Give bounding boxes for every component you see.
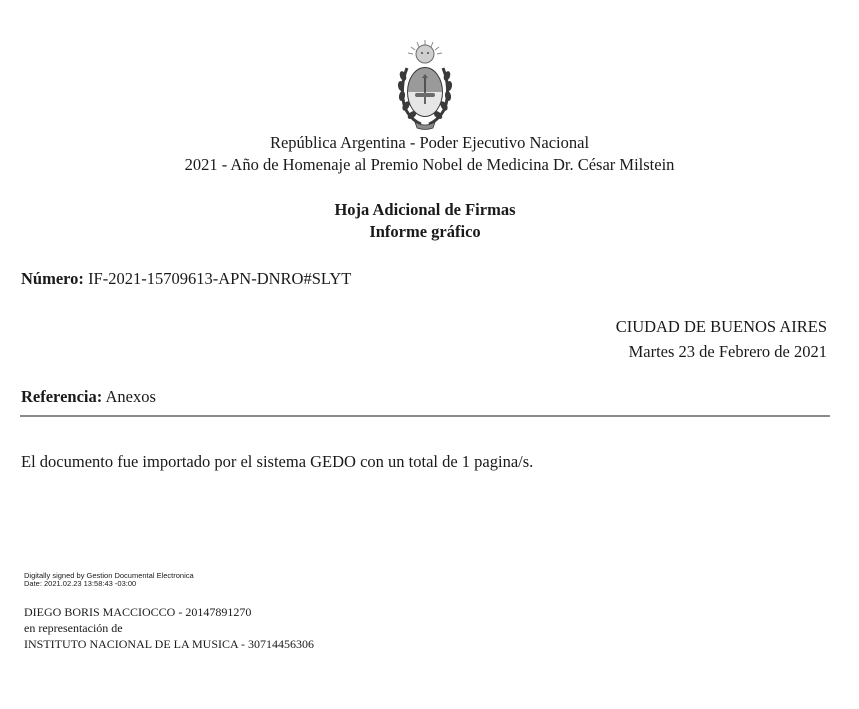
document-number-value: IF-2021-15709613-APN-DNRO#SLYT <box>88 269 352 288</box>
signer-role: en representación de <box>24 621 123 635</box>
signer-institution: INSTITUTO NACIONAL DE LA MUSICA - 30714456306 <box>24 637 314 651</box>
reference <box>21 386 156 408</box>
place-city: CIUDAD DE BUENOS AIRES <box>615 317 827 336</box>
document-number <box>21 268 351 290</box>
reference-label: Referencia: <box>21 387 103 406</box>
digital-signature-stamp <box>24 572 194 588</box>
body-text: El documento fue importado por el sistema GEDO con un total de 1 pagina/s. <box>21 452 534 471</box>
header-year-motto: 2021 - Año de Homenaje al Premio Nobel de Medicina Dr. César Milstein <box>184 155 675 174</box>
document-number-label: Número: <box>21 269 84 288</box>
reference-value: Anexos <box>105 387 156 406</box>
document-subtitle: Informe gráfico <box>369 222 481 241</box>
divider <box>20 415 830 417</box>
header-republic-line: República Argentina - Poder Ejecutivo Nacional <box>269 133 590 152</box>
digital-signature-signer: Digitally signed by Gestion Documental Electronica <box>24 571 194 580</box>
digital-signature-date: Date: 2021.02.23 13:58:43 -03:00 <box>24 579 137 588</box>
signer-name: DIEGO BORIS MACCIOCCO - 20147891270 <box>24 605 252 619</box>
document-title: Hoja Adicional de Firmas <box>334 200 516 219</box>
coat-of-arms-icon <box>393 38 457 132</box>
place-date: Martes 23 de Febrero de 2021 <box>628 342 827 361</box>
